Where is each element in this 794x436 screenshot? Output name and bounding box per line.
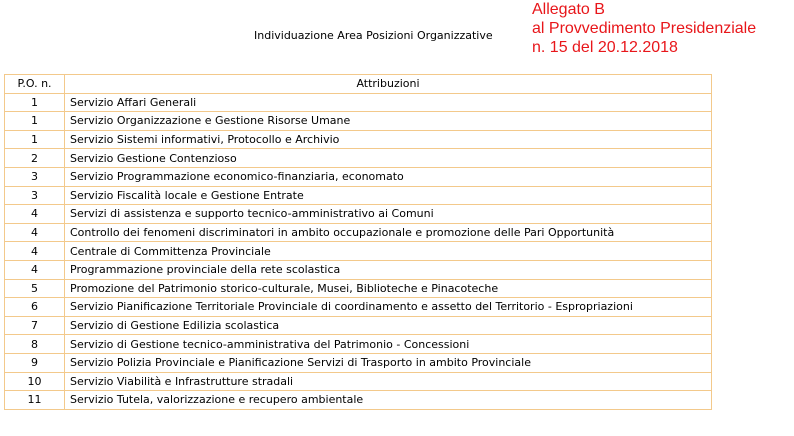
- po-number-cell: 5: [5, 279, 65, 298]
- attribuzione-cell: Servizio Sistemi informativi, Protocollo e Archivio: [65, 130, 712, 149]
- table-row: [5, 205, 712, 224]
- attribuzione-cell: Servizi di assistenza e supporto tecnico-amministrativo ai Comuni: [65, 205, 712, 224]
- po-number-cell: 4: [5, 205, 65, 224]
- po-number-cell: 9: [5, 353, 65, 372]
- attribuzione-cell: Centrale di Committenza Provinciale: [65, 242, 712, 261]
- po-number-cell: 8: [5, 335, 65, 354]
- po-number-cell: 4: [5, 260, 65, 279]
- table-row: [5, 298, 712, 317]
- table-row: [5, 279, 712, 298]
- po-number-cell: 4: [5, 242, 65, 261]
- table-row: [5, 130, 712, 149]
- table-row: [5, 93, 712, 112]
- attribuzione-cell: Servizio di Gestione tecnico-amministrativa del Patrimonio - Concessioni: [65, 335, 712, 354]
- table-row: [5, 316, 712, 335]
- po-number-cell: 7: [5, 316, 65, 335]
- table-row: [5, 260, 712, 279]
- attribuzione-cell: Promozione del Patrimonio storico-culturale, Musei, Biblioteche e Pinacoteche: [65, 279, 712, 298]
- attribuzione-cell: Servizio Pianificazione Territoriale Provinciale di coordinamento e assetto del Territorio - Espropriazioni: [65, 298, 712, 317]
- po-number-cell: 4: [5, 223, 65, 242]
- table-header-row: [5, 75, 712, 94]
- po-number-cell: 3: [5, 186, 65, 205]
- document-title: Individuazione Area Posizioni Organizzative: [254, 29, 493, 42]
- table-row: [5, 167, 712, 186]
- table-row: [5, 149, 712, 168]
- attribuzione-cell: Servizio Tutela, valorizzazione e recupero ambientale: [65, 391, 712, 410]
- allegato-line: n. 15 del 20.12.2018: [532, 39, 678, 56]
- po-number-cell: 2: [5, 149, 65, 168]
- table-row: [5, 372, 712, 391]
- po-number-cell: 6: [5, 298, 65, 317]
- attribuzione-cell: Servizio Programmazione economico-finanziaria, economato: [65, 167, 712, 186]
- table-row: [5, 391, 712, 410]
- po-number-cell: 1: [5, 130, 65, 149]
- po-number-cell: 3: [5, 167, 65, 186]
- table-row: [5, 335, 712, 354]
- column-header-attribuzioni: Attribuzioni: [65, 75, 712, 94]
- po-number-cell: 1: [5, 93, 65, 112]
- attribuzione-cell: Servizio di Gestione Edilizia scolastica: [65, 316, 712, 335]
- po-number-cell: 10: [5, 372, 65, 391]
- attribuzione-cell: Controllo dei fenomeni discriminatori in ambito occupazionale e promozione delle Pari Opportunità: [65, 223, 712, 242]
- attribuzione-cell: Servizio Gestione Contenzioso: [65, 149, 712, 168]
- allegato-stamp: [532, 0, 756, 57]
- po-number-cell: 11: [5, 391, 65, 410]
- attribuzione-cell: Servizio Organizzazione e Gestione Risorse Umane: [65, 112, 712, 131]
- table-row: [5, 223, 712, 242]
- attribuzione-cell: Servizio Affari Generali: [65, 93, 712, 112]
- attribuzione-cell: Servizio Fiscalità locale e Gestione Entrate: [65, 186, 712, 205]
- table-row: [5, 353, 712, 372]
- table-row: [5, 186, 712, 205]
- allegato-line: al Provvedimento Presidenziale: [532, 20, 757, 37]
- po-number-cell: 1: [5, 112, 65, 131]
- po-table: [4, 74, 712, 410]
- table-row: [5, 242, 712, 261]
- attribuzione-cell: Servizio Viabilità e Infrastrutture stradali: [65, 372, 712, 391]
- column-header-po-number: P.O. n.: [5, 75, 65, 94]
- attribuzione-cell: Programmazione provinciale della rete scolastica: [65, 260, 712, 279]
- table-row: [5, 112, 712, 131]
- attribuzione-cell: Servizio Polizia Provinciale e Pianificazione Servizi di Trasporto in ambito Provinciale: [65, 353, 712, 372]
- allegato-line: Allegato B: [532, 1, 605, 18]
